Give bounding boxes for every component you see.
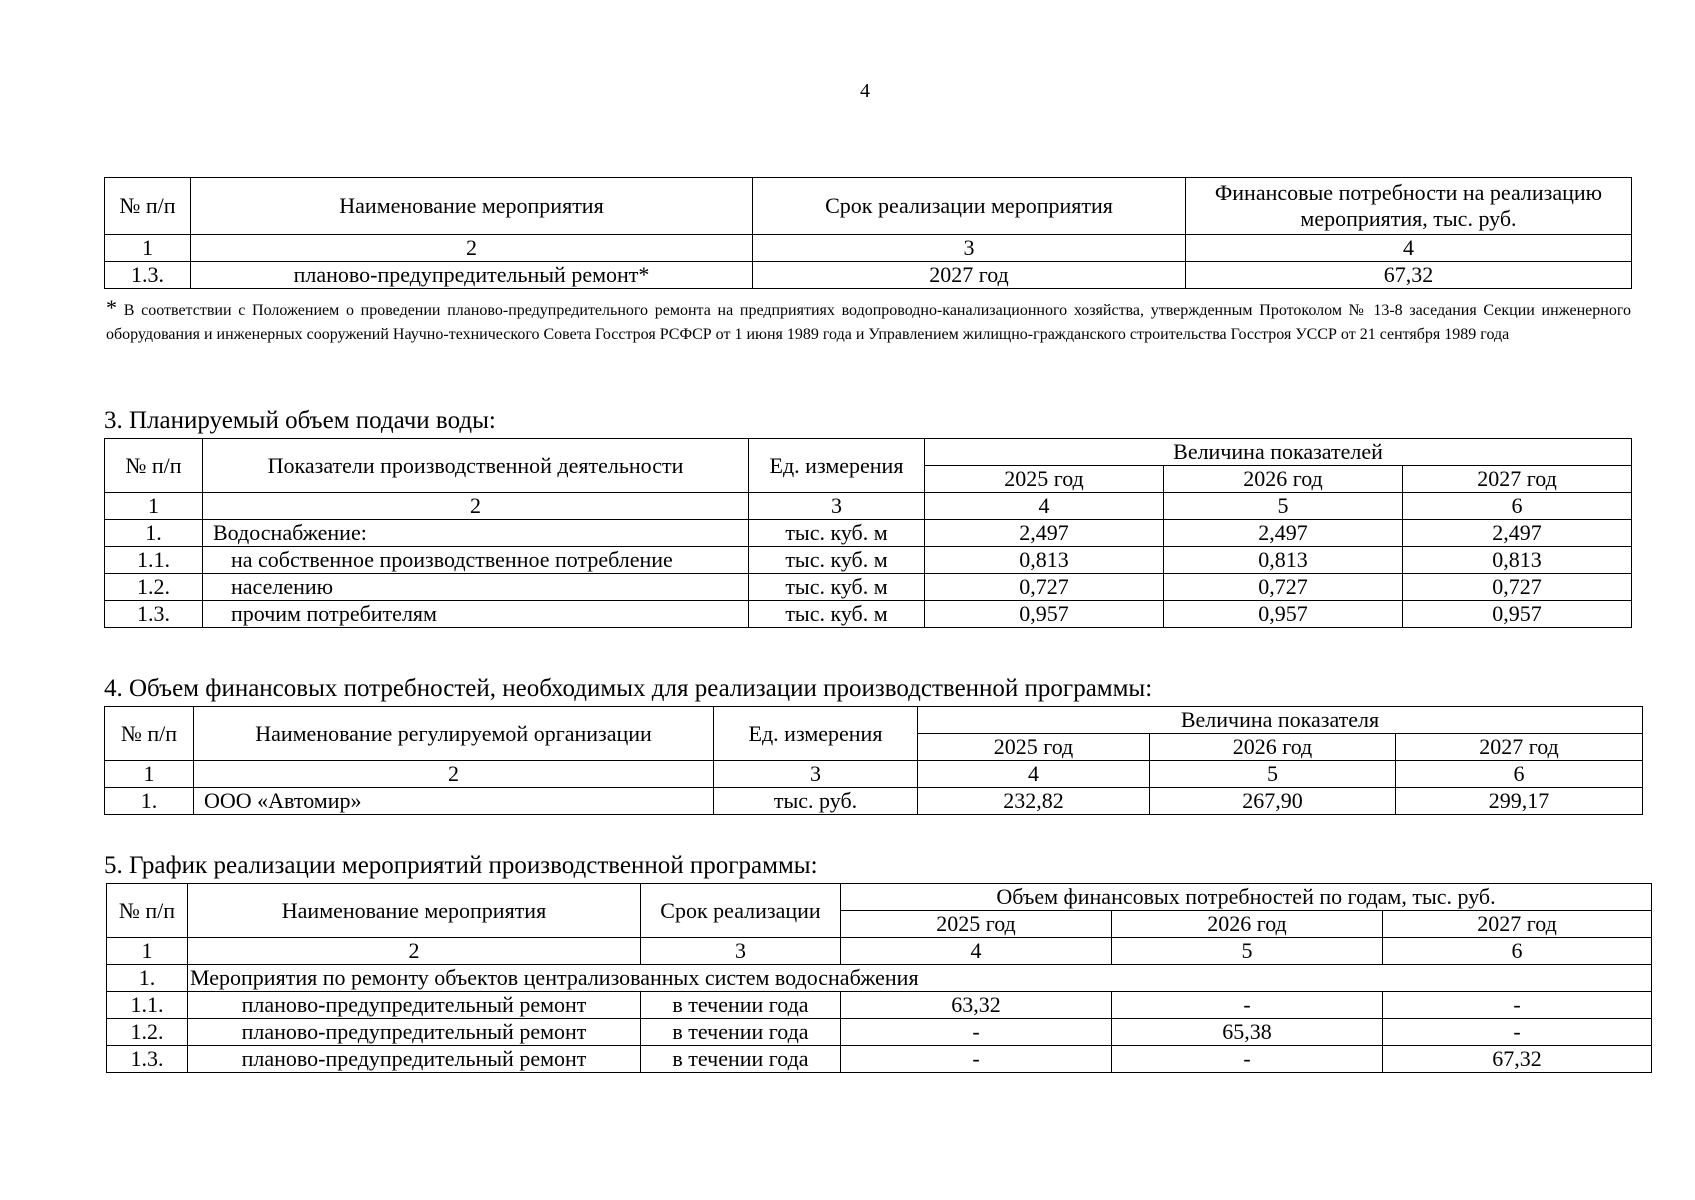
- row-value: -: [1383, 992, 1652, 1019]
- col-number: 3: [753, 235, 1186, 262]
- col-number: 3: [714, 761, 918, 788]
- row-num: 1.2.: [107, 1019, 188, 1046]
- table-row: [105, 601, 1632, 628]
- row-term: в течении года: [641, 1019, 841, 1046]
- col-number: 4: [925, 493, 1164, 520]
- col-number: 1: [105, 493, 203, 520]
- section-4-title: 4. Объем финансовых потребностей, необходимых для реализации производственной программы:: [104, 675, 1153, 702]
- header-term: Срок реализации мероприятия: [753, 178, 1186, 235]
- col-number: 1: [105, 235, 191, 262]
- col-number: 3: [641, 938, 841, 965]
- header-year: 2025 год: [925, 466, 1164, 493]
- footnote: [106, 296, 1631, 347]
- col-number: 5: [1164, 493, 1403, 520]
- col-number: 4: [1186, 235, 1632, 262]
- row-value: 2,497: [925, 520, 1164, 547]
- row-name: планово-предупредительный ремонт*: [191, 262, 753, 289]
- header-year: 2027 год: [1383, 911, 1652, 938]
- col-number: 3: [749, 493, 925, 520]
- section-3-title: 3. Планируемый объем подачи воды:: [104, 407, 496, 434]
- col-number: 5: [1150, 761, 1396, 788]
- col-number: 1: [107, 938, 188, 965]
- col-number: 6: [1396, 761, 1643, 788]
- header-num: № п/п: [105, 707, 194, 761]
- row-value: -: [841, 1019, 1112, 1046]
- row-value: 2,497: [1164, 520, 1403, 547]
- row-value: 267,90: [1150, 788, 1396, 815]
- header-num: № п/п: [105, 439, 203, 493]
- header-name: Показатели производственной деятельности: [203, 439, 749, 493]
- header-unit: Ед. измерения: [714, 707, 918, 761]
- col-number: 4: [918, 761, 1150, 788]
- table-row: [107, 1019, 1652, 1046]
- table-group-row: [107, 965, 1652, 992]
- row-name: планово-предупредительный ремонт: [188, 1019, 641, 1046]
- row-value: 67,32: [1383, 1046, 1652, 1073]
- header-name: Наименование регулируемой организации: [194, 707, 714, 761]
- col-number: 6: [1403, 493, 1632, 520]
- table-row: [105, 262, 1632, 289]
- col-number: 1: [105, 761, 194, 788]
- row-value: 0,957: [1164, 601, 1403, 628]
- row-num: 1.3.: [105, 601, 203, 628]
- row-term: 2027 год: [753, 262, 1186, 289]
- row-value: 0,727: [1164, 574, 1403, 601]
- row-value: 0,813: [1164, 547, 1403, 574]
- row-num: 1.3.: [107, 1046, 188, 1073]
- row-value: -: [841, 1046, 1112, 1073]
- col-number: 4: [841, 938, 1112, 965]
- table-row: [105, 547, 1632, 574]
- row-name: прочим потребителям: [203, 601, 749, 628]
- row-unit: тыс. куб. м: [749, 574, 925, 601]
- row-num: 1.1.: [107, 992, 188, 1019]
- row-unit: тыс. куб. м: [749, 520, 925, 547]
- header-num: № п/п: [107, 884, 188, 938]
- row-value: 299,17: [1396, 788, 1643, 815]
- row-num: 1.1.: [105, 547, 203, 574]
- row-value: 0,957: [925, 601, 1164, 628]
- row-value: -: [1112, 1046, 1383, 1073]
- header-num: № п/п: [105, 178, 191, 235]
- row-value: 65,38: [1112, 1019, 1383, 1046]
- row-value: 2,497: [1403, 520, 1632, 547]
- table-row: [107, 1046, 1652, 1073]
- row-value: -: [1112, 992, 1383, 1019]
- header-year: 2027 год: [1396, 734, 1643, 761]
- header-year: 2027 год: [1403, 466, 1632, 493]
- header-unit: Ед. измерения: [749, 439, 925, 493]
- row-num: 1.2.: [105, 574, 203, 601]
- header-year: 2025 год: [918, 734, 1150, 761]
- row-value: -: [1383, 1019, 1652, 1046]
- col-number: 6: [1383, 938, 1652, 965]
- row-num: 1.: [107, 965, 188, 992]
- header-year: 2026 год: [1164, 466, 1403, 493]
- row-unit: тыс. куб. м: [749, 601, 925, 628]
- row-num: 1.3.: [105, 262, 191, 289]
- row-unit: тыс. куб. м: [749, 547, 925, 574]
- table-row: [107, 992, 1652, 1019]
- header-year: 2026 год: [1150, 734, 1396, 761]
- page-number: 4: [860, 80, 870, 102]
- header-group: Величина показателя: [918, 707, 1643, 734]
- row-name: планово-предупредительный ремонт: [188, 1046, 641, 1073]
- header-year: 2026 год: [1112, 911, 1383, 938]
- row-name: планово-предупредительный ремонт: [188, 992, 641, 1019]
- header-name: Наименование мероприятия: [188, 884, 641, 938]
- footnote-text: В соответствии с Положением о проведении планово-предупредительного ремонта на предприятиях водопроводно-канализационного хозяйства, утвержденным Протоколом № 13-8 заседания Секции инженерного оборудования и инженерных сооружений Научно-технического Совета Госстроя РСФСР от 1 июня 1989 года и Управлением жилищно-гражданского строительства Госстроя УССР от 21 сентября 1989 года: [106, 302, 1632, 343]
- col-number: 2: [194, 761, 714, 788]
- row-value: 232,82: [918, 788, 1150, 815]
- row-num: 1.: [105, 788, 194, 815]
- header-group: Величина показателей: [925, 439, 1632, 466]
- header-group: Объем финансовых потребностей по годам, тыс. руб.: [841, 884, 1652, 911]
- row-unit: тыс. руб.: [714, 788, 918, 815]
- col-number: 2: [191, 235, 753, 262]
- row-name: ООО «Автомир»: [194, 788, 714, 815]
- row-name: Мероприятия по ремонту объектов централизованных систем водоснабжения: [188, 965, 1652, 992]
- table-row: [105, 788, 1643, 815]
- row-term: в течении года: [641, 1046, 841, 1073]
- water-supply-table: [104, 438, 1632, 628]
- section-5-title: 5. График реализации мероприятий производственной программы:: [104, 852, 818, 879]
- table-row: [105, 574, 1632, 601]
- row-num: 1.: [105, 520, 203, 547]
- col-number: 2: [188, 938, 641, 965]
- header-name: Наименование мероприятия: [191, 178, 753, 235]
- row-name: населению: [203, 574, 749, 601]
- row-value: 0,727: [1403, 574, 1632, 601]
- col-number: 5: [1112, 938, 1383, 965]
- footnote-star: *: [106, 295, 117, 320]
- row-value: 67,32: [1186, 262, 1632, 289]
- header-finance: Финансовые потребности на реализацию мероприятия, тыс. руб.: [1186, 178, 1632, 235]
- table-row: [105, 520, 1632, 547]
- row-value: 0,813: [925, 547, 1164, 574]
- header-year: 2025 год: [841, 911, 1112, 938]
- row-value: 0,727: [925, 574, 1164, 601]
- row-name: на собственное производственное потребление: [203, 547, 749, 574]
- row-term: в течении года: [641, 992, 841, 1019]
- measures-table: [104, 177, 1632, 289]
- row-value: 0,813: [1403, 547, 1632, 574]
- finance-needs-table: [104, 706, 1643, 815]
- schedule-table: [106, 883, 1652, 1073]
- col-number: 2: [203, 493, 749, 520]
- row-name: Водоснабжение:: [203, 520, 749, 547]
- row-value: 0,957: [1403, 601, 1632, 628]
- header-term: Срок реализации: [641, 884, 841, 938]
- row-value: 63,32: [841, 992, 1112, 1019]
